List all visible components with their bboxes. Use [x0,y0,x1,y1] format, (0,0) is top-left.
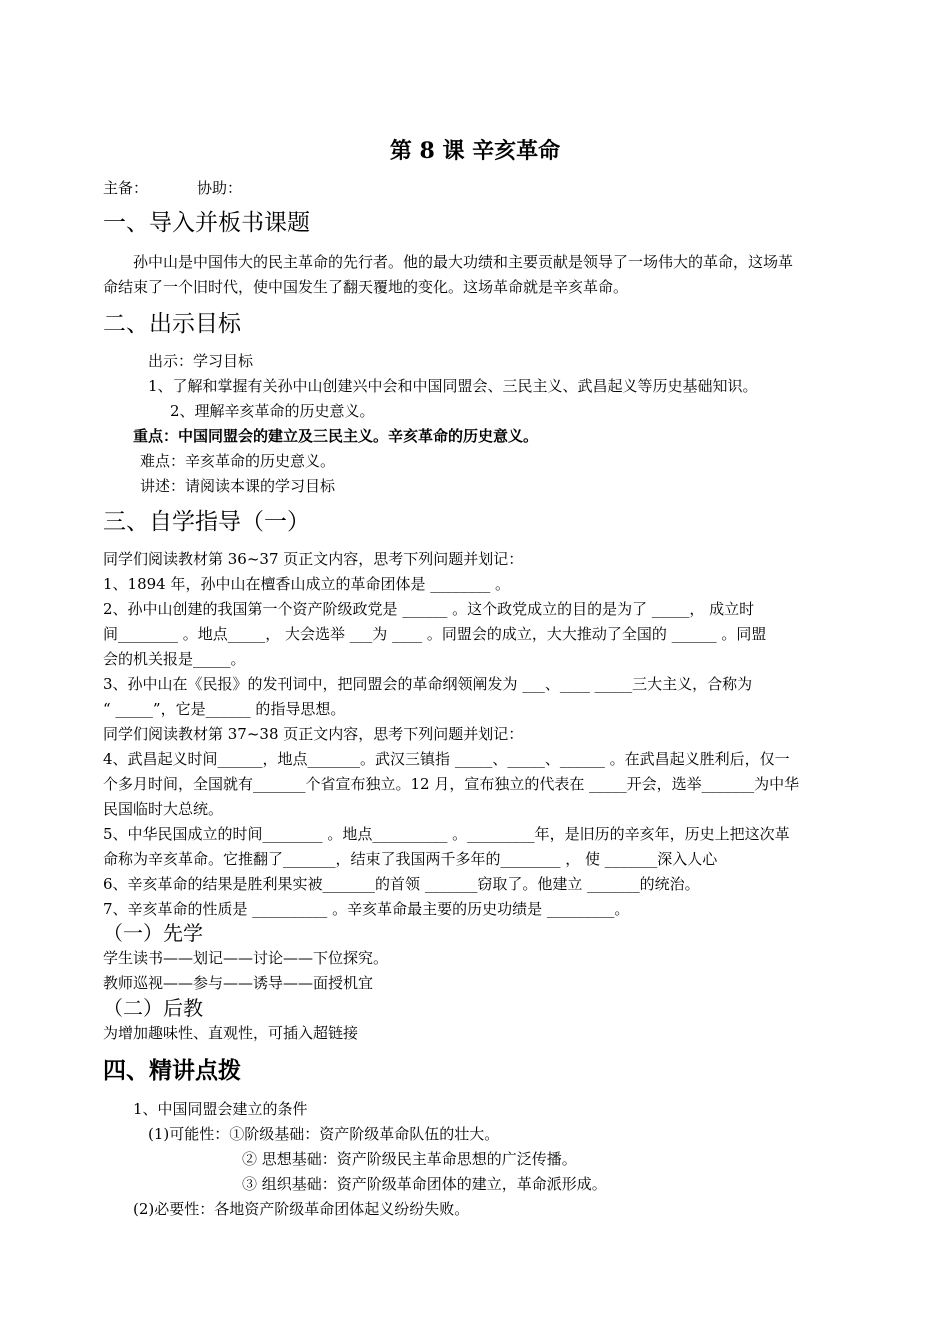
subsection-2-line-1: 为增加趣味性、直观性，可插入超链接 [103,1024,359,1042]
goal-2: 2、理解辛亥革命的历史意义。 [170,402,375,420]
subsection-1-line-1: 学生读书——划记——讨论——下位探究。 [103,949,389,967]
question-6: 6、辛亥革命的结果是胜利果实被_______的首领 _______窃取了。他建立 _______的统治。 [103,875,700,893]
possibility-organization-basis: ③ 组织基础：资产阶级革命团体的建立，革命派形成。 [242,1175,607,1193]
explain-point-1: 1、中国同盟会建立的条件 [133,1100,308,1118]
question-5-line-2: 命称为辛亥革命。它推翻了_______，结束了我国两千多年的________ ， 使 _______深入人心 [103,850,718,868]
intro-paragraph-line-1: 孙中山是中国伟大的民主革命的先行者。他的最大功绩和主要贡献是领导了一场伟大的革命，这场革 [133,253,794,271]
section-3-heading: 三、自学指导（一） [103,509,310,535]
difficult-point: 难点：辛亥革命的历史意义。 [140,452,336,470]
section-2-heading: 二、出示目标 [103,311,241,337]
subsection-1-line-2: 教师巡视——参与——诱导——面授机宜 [103,974,374,992]
subsection-1-heading: （一）先学 [103,921,203,945]
possibility-class-basis: (1)可能性：①阶级基础：资产阶级革命队伍的壮大。 [148,1125,500,1143]
lesson-title: 第 8 课 辛亥革命 [389,138,561,164]
question-2-line-3: 会的机关报是_____。 [103,650,246,668]
intro-paragraph-line-2: 命结束了一个旧时代，使中国发生了翻天覆地的变化。这场革命就是辛亥革命。 [103,278,629,296]
question-3-line-2: “ _____”，它是______ 的指导思想。 [103,700,346,718]
question-4-line-3: 民国临时大总统。 [103,800,224,818]
subsection-2-heading: （二）后教 [103,996,203,1020]
section-4-heading: 四、精讲点拨 [103,1057,241,1084]
question-1: 1、1894 年，孙中山在檀香山成立的革命团体是 ________ 。 [103,575,511,593]
key-point: 重点：中国同盟会的建立及三民主义。辛亥革命的历史意义。 [133,427,539,445]
question-3-line-1: 3、孙中山在《民报》的发刊词中，把同盟会的革命纲领阐发为 ___、____ _____三大主义，合称为 [103,675,753,693]
reading-intro-2: 同学们阅读教材第 37~38 页正文内容，思考下列问题并划记： [103,725,524,743]
question-4-line-1: 4、武昌起义时间______，地点_______。武汉三镇指 _____、_____、______ 。在武昌起义胜利后，仅一 [103,750,790,768]
explain-note: 讲述：请阅读本课的学习目标 [140,477,336,495]
reading-intro-1: 同学们阅读教材第 36~37 页正文内容，思考下列问题并划记： [103,550,524,568]
question-2-line-2: 间________ 。地点_____， 大会选举 ___为 ____ 。同盟会的成立，大大推动了全国的 ______ 。同盟 [103,625,767,643]
possibility-idea-basis: ② 思想基础：资产阶级民主革命思想的广泛传播。 [242,1150,577,1168]
goal-1: 1、了解和掌握有关孙中山创建兴中会和中国同盟会、三民主义、武昌起义等历史基础知识。 [148,377,758,395]
question-5-line-1: 5、中华民国成立的时间________ 。地点__________ 。_________年，是旧历的辛亥年，历史上把这次革 [103,825,790,843]
goal-show: 出示：学习目标 [148,352,254,370]
author-label: 主备： [103,179,149,197]
necessity: (2)必要性：各地资产阶级革命团体起义纷纷失败。 [133,1200,470,1218]
question-2-line-1: 2、孙中山创建的我国第一个资产阶级政党是 ______ 。这个政党成立的目的是为了 _____， 成立时 [103,600,755,618]
assist-label: 协助： [197,179,243,197]
section-1-heading: 一、导入并板书课题 [103,210,310,236]
question-4-line-2: 个多月时间，全国就有_______个省宣布独立。12 月，宣布独立的代表在 _____开会，选举_______为中华 [103,775,800,793]
question-7: 7、辛亥革命的性质是 __________ 。辛亥革命最主要的历史功绩是 _________。 [103,900,630,918]
